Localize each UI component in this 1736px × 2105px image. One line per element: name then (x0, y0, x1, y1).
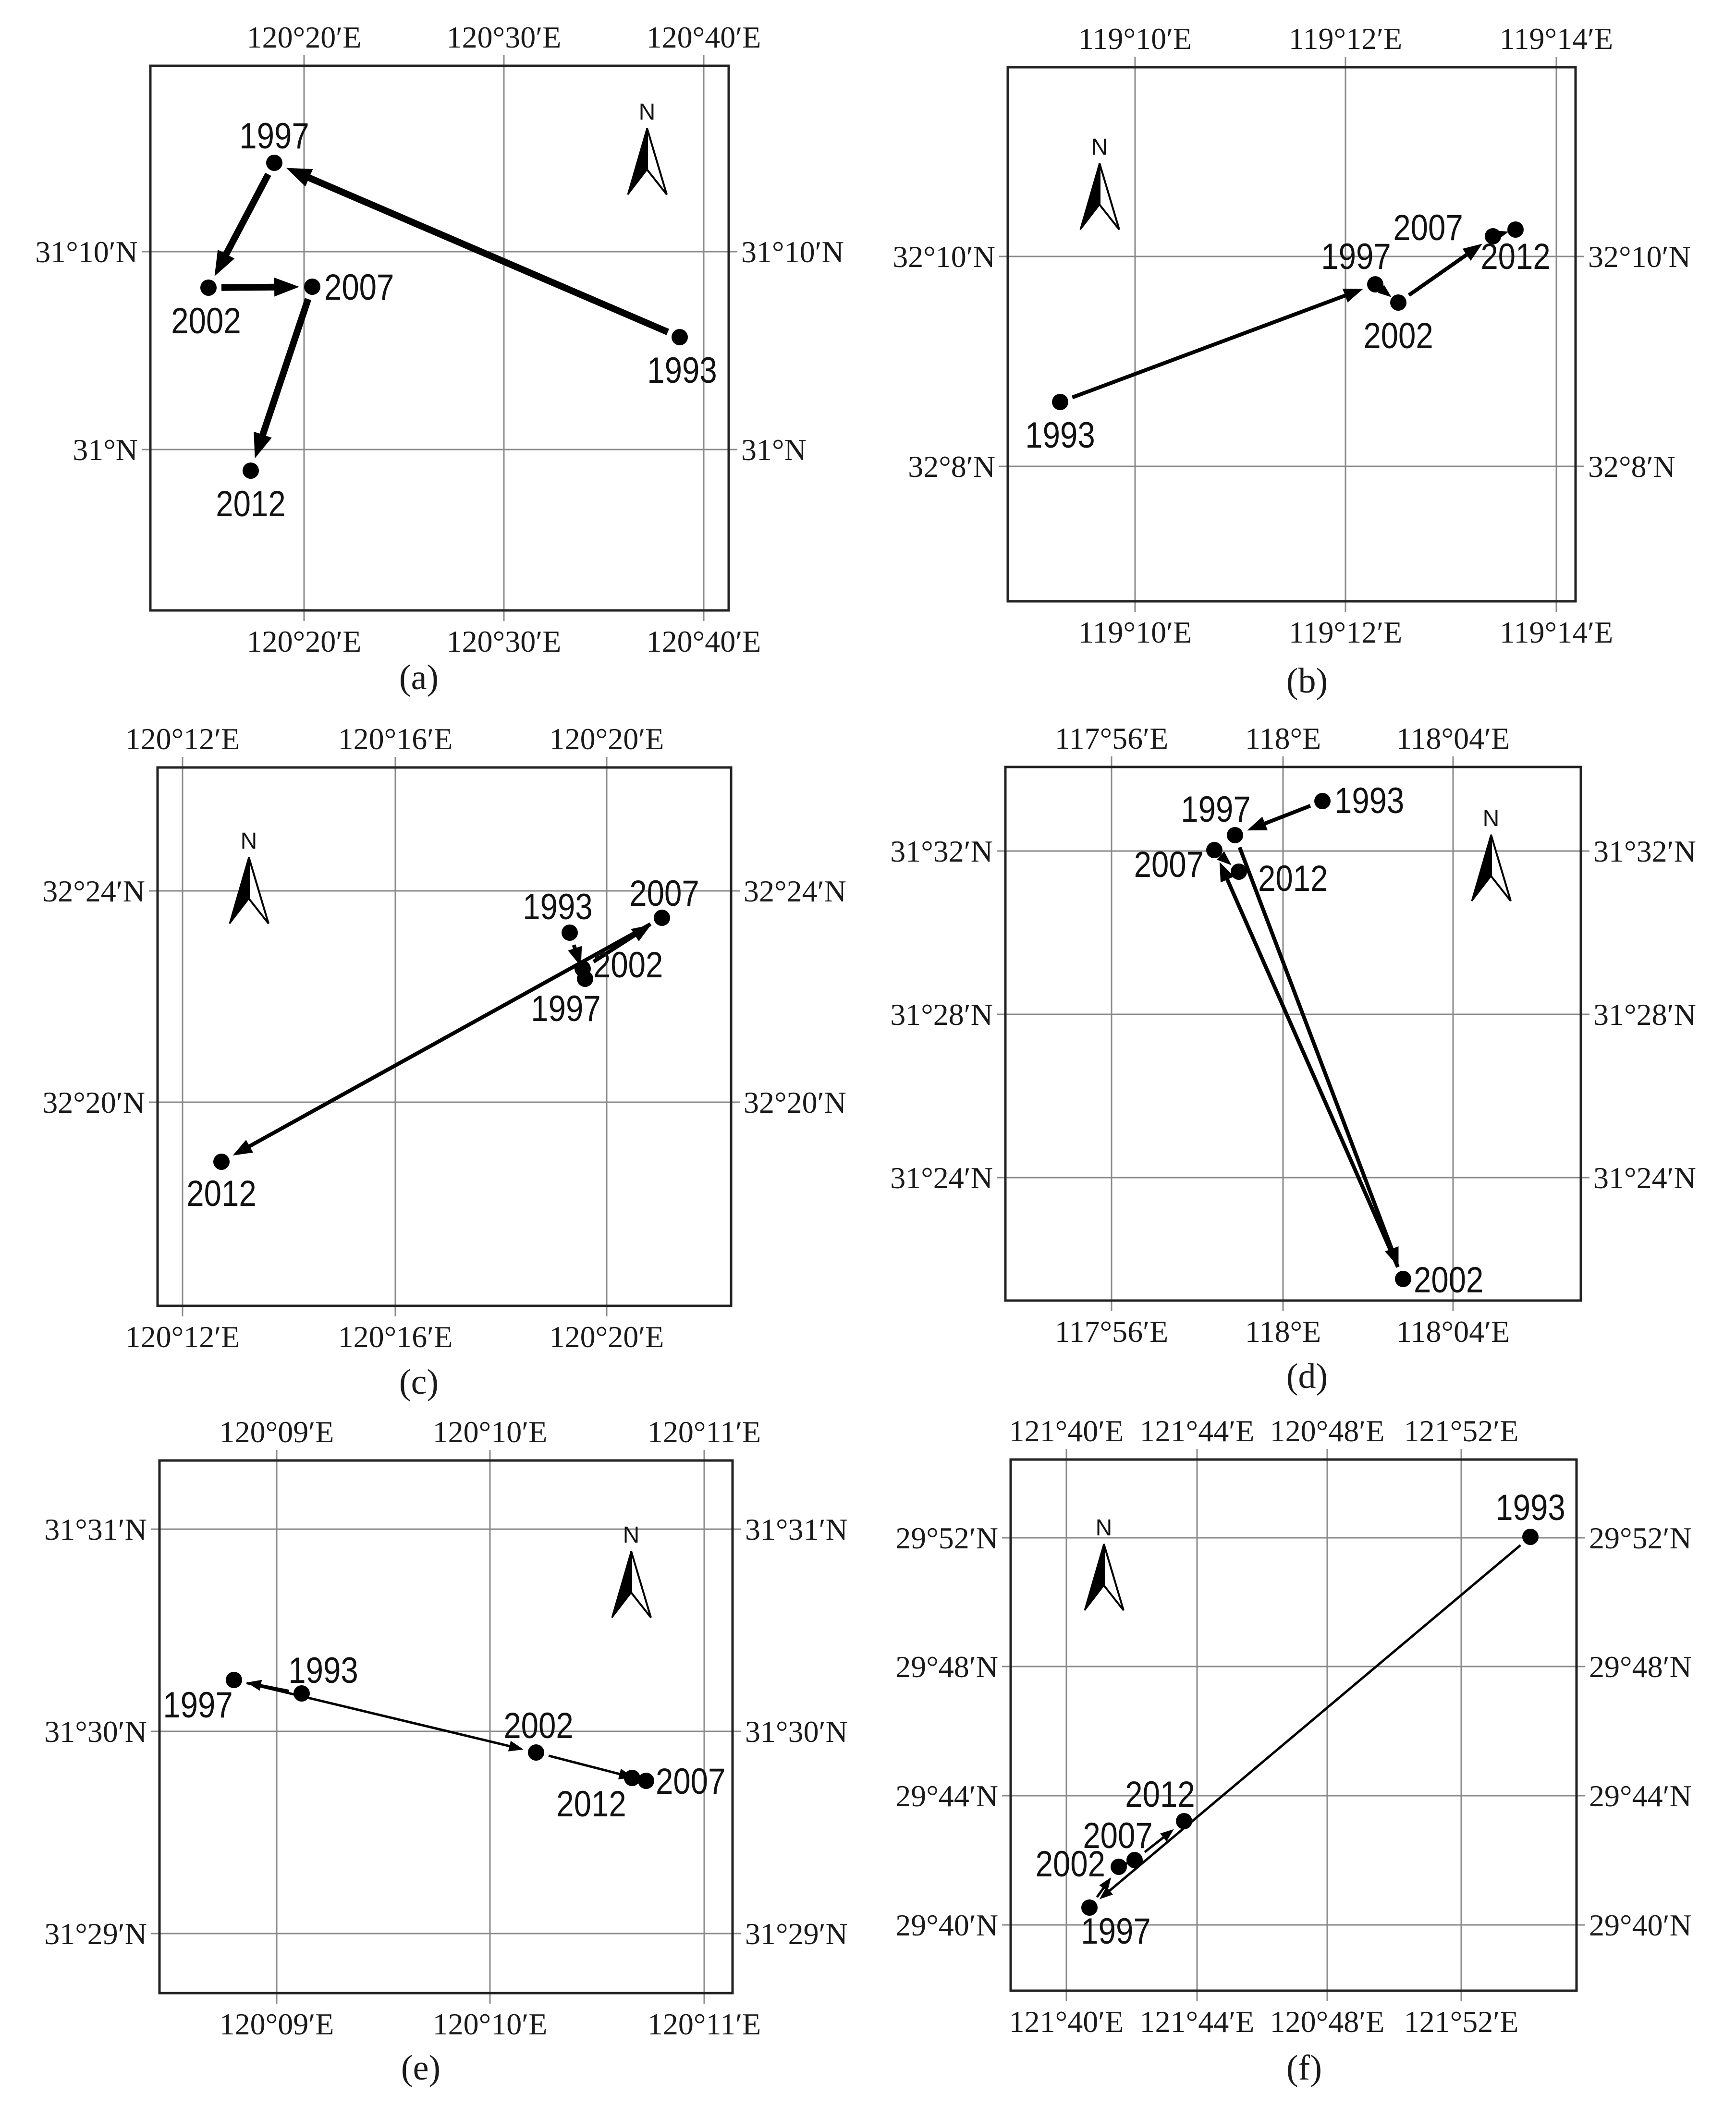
longitude-label-top: 121°44′E (1139, 1414, 1255, 1448)
north-label: N (623, 1522, 640, 1548)
latitude-label-right: 32°8′N (1588, 450, 1675, 484)
latitude-label-left: 31°31′N (44, 1512, 147, 1546)
centroid-point-2012 (624, 1770, 640, 1786)
longitude-label-top: 120°16′E (338, 722, 453, 756)
centroid-point-2002 (1390, 294, 1406, 311)
centroid-point-2002 (575, 961, 591, 977)
latitude-label-right: 31°30′N (745, 1715, 848, 1749)
year-label: 2012 (186, 1173, 257, 1215)
year-label: 2002 (593, 945, 663, 986)
latitude-label-left: 31°10′N (35, 235, 138, 269)
year-label: 1997 (239, 116, 309, 157)
longitude-label-bottom: 119°12′E (1288, 615, 1403, 649)
panel-caption: (b) (1286, 661, 1328, 701)
year-label: 1997 (1181, 789, 1251, 830)
north-label: N (1482, 806, 1500, 831)
year-label: 1993 (1025, 415, 1095, 456)
longitude-label-bottom: 120°10′E (432, 2007, 548, 2041)
latitude-label-right: 31°29′N (745, 1917, 848, 1951)
latitude-label-left: 31°28′N (890, 998, 993, 1032)
latitude-label-left: 29°48′N (895, 1650, 998, 1684)
longitude-label-top: 120°48′E (1270, 1414, 1385, 1448)
year-label: 1997 (1081, 1911, 1151, 1952)
longitude-label-top: 121°40′E (1009, 1414, 1124, 1448)
longitude-label-top: 120°40′E (646, 20, 761, 54)
latitude-label-left: 31°29′N (44, 1917, 147, 1951)
longitude-label-top: 120°10′E (432, 1415, 548, 1449)
centroid-point-2007 (638, 1773, 654, 1789)
centroid-point-2012 (1507, 221, 1524, 238)
latitude-label-right: 32°10′N (1588, 240, 1691, 274)
centroid-point-1993 (1522, 1529, 1539, 1545)
latitude-label-left: 32°20′N (42, 1085, 145, 1119)
latitude-label-right: 32°24′N (744, 874, 846, 908)
latitude-label-left: 32°10′N (892, 240, 995, 274)
year-label: 2012 (556, 1784, 626, 1825)
longitude-label-top: 117°56′E (1054, 721, 1169, 755)
latitude-label-right: 32°20′N (744, 1085, 846, 1119)
longitude-label-bottom: 120°11′E (647, 2007, 761, 2041)
year-label: 1993 (1495, 1487, 1565, 1529)
centroid-point-2002 (528, 1744, 544, 1761)
longitude-label-bottom: 120°16′E (338, 1320, 453, 1354)
latitude-label-right: 29°48′N (1589, 1650, 1692, 1684)
year-label: 2007 (1134, 844, 1204, 886)
year-label: 1993 (647, 350, 717, 391)
centroid-point-2007 (1206, 842, 1223, 858)
year-label: 2002 (1413, 1260, 1484, 1301)
latitude-label-right: 31°28′N (1593, 998, 1696, 1032)
latitude-label-right: 29°52′N (1589, 1521, 1692, 1555)
longitude-label-top: 121°52′E (1404, 1414, 1519, 1448)
centroid-point-2007 (304, 279, 320, 295)
longitude-label-bottom: 120°09′E (219, 2007, 334, 2041)
longitude-label-bottom: 119°10′E (1078, 615, 1192, 649)
year-label: 1997 (531, 988, 601, 1030)
year-label: 2012 (1258, 858, 1328, 900)
longitude-label-bottom: 119°14′E (1499, 615, 1614, 649)
year-label: 1993 (1334, 780, 1405, 822)
north-label: N (1091, 134, 1108, 160)
year-label: 1997 (1321, 236, 1391, 278)
panel-caption: (e) (401, 2048, 441, 2088)
longitude-label-top: 119°10′E (1078, 22, 1192, 56)
longitude-label-bottom: 118°04′E (1396, 1314, 1510, 1349)
centroid-point-2012 (243, 462, 259, 479)
longitude-label-bottom: 120°12′E (125, 1320, 240, 1354)
year-label: 1993 (288, 1650, 358, 1691)
year-label: 2002 (503, 1705, 574, 1747)
north-label: N (1095, 1515, 1113, 1541)
latitude-label-right: 31°31′N (745, 1512, 848, 1546)
longitude-label-top: 119°12′E (1288, 22, 1403, 56)
longitude-label-top: 120°30′E (446, 20, 562, 54)
latitude-label-left: 29°52′N (895, 1521, 998, 1555)
year-label: 2007 (655, 1761, 726, 1802)
north-label: N (638, 99, 656, 125)
latitude-label-right: 29°40′N (1589, 1908, 1692, 1942)
longitude-label-top: 120°11′E (647, 1415, 761, 1449)
centroid-point-1993 (1052, 394, 1068, 410)
year-label: 2007 (324, 267, 394, 308)
latitude-label-left: 32°24′N (42, 874, 145, 908)
longitude-label-bottom: 121°52′E (1404, 2005, 1519, 2039)
year-label: 1997 (163, 1685, 233, 1726)
longitude-label-bottom: 120°30′E (446, 624, 562, 658)
latitude-label-right: 31°N (741, 433, 807, 467)
latitude-label-right: 31°24′N (1593, 1161, 1696, 1195)
latitude-label-right: 31°32′N (1593, 834, 1696, 868)
longitude-label-bottom: 121°44′E (1139, 2005, 1255, 2039)
latitude-label-left: 29°40′N (895, 1908, 998, 1942)
latitude-label-left: 32°8′N (908, 450, 995, 484)
panel-caption: (a) (399, 658, 439, 697)
year-label: 2012 (216, 484, 286, 525)
longitude-label-top: 120°20′E (246, 20, 362, 54)
latitude-label-left: 29°44′N (895, 1779, 998, 1813)
latitude-label-left: 31°32′N (890, 834, 993, 868)
year-label: 2007 (1083, 1815, 1153, 1857)
longitude-label-bottom: 120°20′E (549, 1320, 664, 1354)
longitude-label-top: 119°14′E (1499, 22, 1614, 56)
centroid-point-2012 (213, 1154, 230, 1170)
longitude-label-bottom: 117°56′E (1054, 1314, 1169, 1349)
longitude-label-top: 120°09′E (219, 1415, 334, 1449)
year-label: 2002 (1363, 316, 1433, 357)
centroid-point-2002 (200, 280, 217, 296)
longitude-label-bottom: 120°48′E (1270, 2005, 1385, 2039)
centroid-point-2002 (1111, 1859, 1127, 1875)
centroid-point-1993 (672, 329, 688, 345)
year-label: 2007 (629, 873, 699, 914)
panel-caption: (c) (399, 1363, 439, 1402)
longitude-label-top: 118°04′E (1396, 721, 1510, 755)
longitude-label-top: 118°E (1245, 721, 1321, 755)
centroid-point-2002 (1395, 1271, 1411, 1287)
panel-caption: (f) (1286, 2048, 1322, 2088)
centroid-point-1997 (1367, 276, 1383, 292)
longitude-label-bottom: 121°40′E (1009, 2005, 1124, 2039)
year-label: 2012 (1480, 236, 1551, 278)
longitude-label-bottom: 120°20′E (246, 624, 362, 658)
centroid-point-1993 (1314, 793, 1331, 809)
longitude-label-bottom: 118°E (1245, 1314, 1321, 1349)
centroid-point-2012 (1176, 1813, 1192, 1829)
latitude-label-left: 31°24′N (890, 1161, 993, 1195)
latitude-label-left: 31°30′N (44, 1715, 147, 1749)
panel-caption: (d) (1286, 1357, 1328, 1396)
latitude-label-right: 31°10′N (741, 235, 844, 269)
longitude-label-bottom: 120°40′E (646, 624, 761, 658)
centroid-point-1997 (266, 155, 282, 171)
north-label: N (240, 828, 257, 854)
year-label: 2002 (1035, 1844, 1105, 1885)
longitude-label-top: 120°12′E (125, 722, 240, 756)
latitude-label-right: 29°44′N (1589, 1779, 1692, 1813)
year-label: 1993 (523, 887, 593, 928)
longitude-label-top: 120°20′E (549, 722, 664, 756)
year-label: 2007 (1393, 207, 1463, 249)
centroid-point-2012 (1231, 864, 1247, 880)
latitude-label-left: 31°N (73, 433, 138, 467)
year-label: 2012 (1125, 1774, 1195, 1815)
year-label: 2002 (171, 301, 241, 342)
